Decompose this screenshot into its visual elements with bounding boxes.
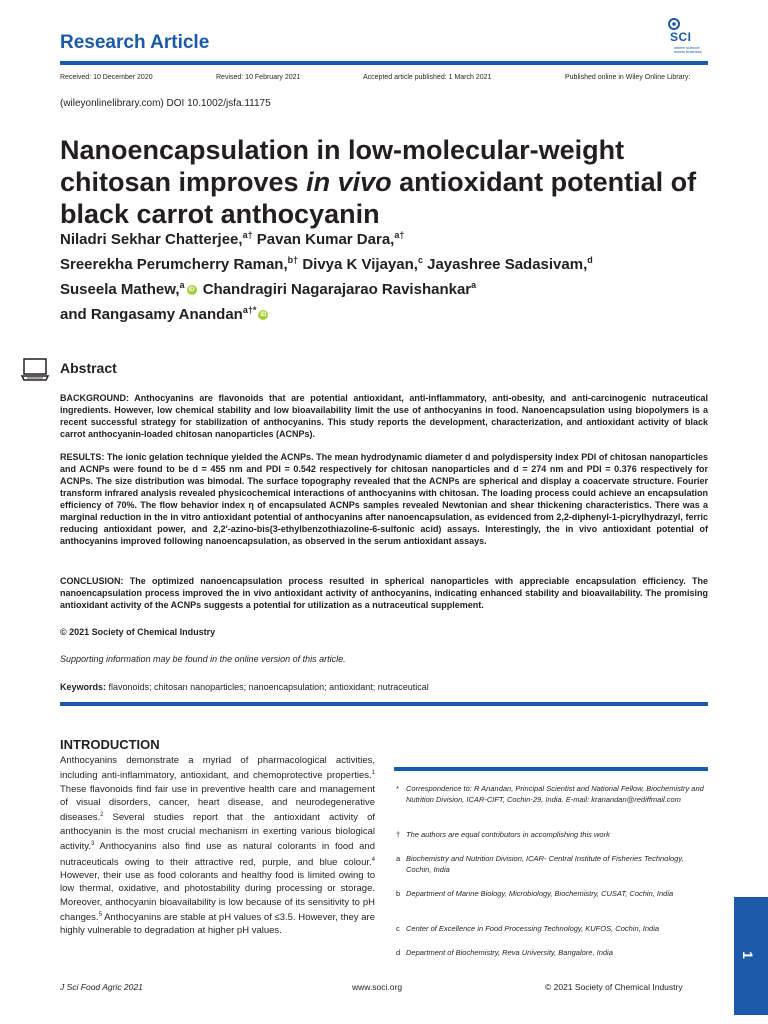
author-list <box>60 225 720 325</box>
footer-url[interactable]: www.soci.org <box>352 982 403 992</box>
footer-journal: J Sci Food Agric 2021 <box>60 982 143 992</box>
keywords <box>60 682 429 692</box>
footnote-affiliation-d: d Department of Biochemistry, Reva University, Bangalore, India <box>396 948 613 957</box>
footnote-rule <box>394 767 708 771</box>
abstract-heading: Abstract <box>60 360 117 376</box>
author[interactable]: Chandragiri Nagarajarao Ravishankar$^a$ <box>202 280 477 298</box>
section-label: Research Article <box>60 32 210 53</box>
abstract-background: BACKGROUND: Anthocyanins are flavonoids that are potential antioxidant, anti-inflammatory, anti-obesity, and anti-carcinogenic nutraceutical ingredients. However, low chemical stability and low bioavailability limit the use of anthocyanins in food. Nanoencapsulation using biopolymers is a recent successful strategy for stabilization of anthocyanins. This study reports the development, characterization, and antioxidant activity of black carrot anthocyanin-loaded chitosan nanoparticles (ACNPs). <box>60 393 708 439</box>
keywords-text: flavonoids; chitosan nanoparticles; nanoencapsulation; antioxidant; nutraceutical <box>108 682 429 692</box>
ref-link[interactable]: 5 <box>98 911 102 918</box>
section-rule <box>60 702 708 706</box>
footnote-affiliation-b: b Department of Marine Biology, Microbiology, Biochemistry, CUSAT, Cochin, India <box>396 889 674 898</box>
sci-logo <box>660 16 708 60</box>
orcid-icon[interactable]: iD <box>188 287 195 294</box>
abstract-results: RESULTS: The ionic gelation technique yielded the ACNPs. The mean hydrodynamic diameter d and polydispersity index PDI of chitosan nanoparticles and ACNPs were found to be d = 455 nm and PDI = 0.542 respectively for chitosan nanoparticles and d = 274 nm and PDI = 0.376 respectively for ACNPs. The size distribution was bimodal. The surface topography revealed that the ACNPs are spherical and display a coacervate structure. Fourier transform infrared analysis revealed physicochemical interactions of anthocyanins with chitosan. The loading process could achieve an encapsulation efficiency of 70%. The flow behavior index η of encapsulated ACNPs samples revealed Newtonian and shear thickening characteristics. There was a marginal reduction in the in vitro antioxidant potential of anthocyanins after nanoencapsulation, as evidenced from 2,2-diphenyl-1-picrylhydrazyl, ferric reducing antioxidant power, and 2,2′-azino-bis(3-ethylbenzothiazoline-6-sulfonic acid) assays. Interestingly, the in vivo antioxidant potential of anthocyanins improved following nanoencapsulation, as observed in the serum antioxidant assays. <box>60 452 708 546</box>
supporting-info: Supporting information may be found in the online version of this article. <box>60 654 346 664</box>
ref-link[interactable]: 1 <box>371 770 375 777</box>
introduction-body: Anthocyanins demonstrate a myriad of pharmacological activities, including anti-inflammatory, antioxidant, and chemoprotective properties.$^1$ These flavonoids find fair use in preventive health care and management of visual disorders, cancer, heart disease, and neurodegenerative diseases.$^2$ Several studies report that the antioxidant activity of anthocyanin is the most crucial mechanism in exerting various biological activity.$^3$ Anthocyanins also find use as natural colorants in food and nutraceuticals owing to their attractive red, purple, and blue colour.$^4$ However, their use as food colorants and healthy food is limited owing to low thermal, oxidative, and photostability during processing or storage. Moreover, anthocyanin bioavailability is low because of its sensitivity to pH changes.$^5$ Anthocyanins are stable at pH values of ≤3.5. However, they are highly vulnerable to degradation at higher pH values. <box>60 755 375 937</box>
author[interactable]: Suseela Mathew,$^a$ <box>60 280 185 298</box>
header-rule <box>60 61 708 65</box>
ref-link[interactable]: 3 <box>90 841 95 848</box>
page-number: 1 <box>739 951 756 959</box>
ref-link[interactable]: 2 <box>100 812 104 819</box>
revised-date: Revised: 10 February 2021 <box>216 74 301 81</box>
published-date: Published online in Wiley Online Library: <box>565 74 691 81</box>
graphical-abstract-icon[interactable] <box>20 355 50 385</box>
author[interactable]: Pavan Kumar Dara,$^{a\dagger}$ <box>256 230 405 248</box>
keywords-label: Keywords: <box>60 682 107 692</box>
author[interactable]: Divya K Vijayan,$^c$ <box>302 255 423 273</box>
abstract-conclusion: CONCLUSION: The optimized nanoencapsulation process resulted in spherical nanoparticles with appreciable encapsulation efficiency. The nanoencapsulation process improved the in vivo antioxidant activity of anthocyanins, indicating enhanced stability and bioavailability. The promising antioxidant activity of the ACNPs suggests a potential for utilization as a nutraceutical supplement. <box>60 576 708 610</box>
footnote-correspondence: * Correspondence to: R Anandan, Principal Scientist and National Fellow, Biochemistry and Nutrition Division, ICAR-CIFT, Cochin-29, India. E-mail: kranandan@rediffmail.com <box>396 784 704 804</box>
author[interactable]: and Rangasamy Anandan$^{a\dagger*}$ <box>60 305 257 323</box>
footnote-affiliation-c: c Center of Excellence in Food Processing Technology, KUFOS, Cochin, India <box>396 924 660 933</box>
doi-link[interactable]: (wileyonlinelibrary.com) DOI 10.1002/jsfa.11175 <box>60 98 271 109</box>
author[interactable]: Jayashree Sadasivam,$^d$ <box>427 255 593 273</box>
page-number-tab <box>734 897 768 1015</box>
received-date: Received: 10 December 2020 <box>60 74 153 81</box>
footnote-affiliation-a: a Biochemistry and Nutrition Division, ICAR- Central Institute of Fisheries Technology, Cochin, India <box>396 854 684 874</box>
footer-copyright: © 2021 Society of Chemical Industry <box>545 982 683 992</box>
author[interactable]: Niladri Sekhar Chatterjee,$^{a\dagger}$ <box>60 230 253 248</box>
ref-link[interactable]: 4 <box>371 856 375 863</box>
author[interactable]: Sreerekha Perumcherry Raman,$^{b\dagger}$ <box>60 255 299 273</box>
orcid-icon[interactable]: iD <box>260 312 267 319</box>
sci-logo-tagline: where science meets business <box>674 45 702 54</box>
abstract-copyright: © 2021 Society of Chemical Industry <box>60 627 216 637</box>
accepted-date: Accepted article published: 1 March 2021 <box>363 74 492 81</box>
article-title: Nanoencapsulation in low-molecular-weight chitosan improves in vivo antioxidant potential of black carrot anthocyanin <box>60 135 697 229</box>
footnote-equal-contribution: † The authors are equal contributors in accomplishing this work <box>396 830 610 839</box>
sci-logo-text: SCI <box>670 30 692 44</box>
introduction-heading: INTRODUCTION <box>60 737 160 752</box>
